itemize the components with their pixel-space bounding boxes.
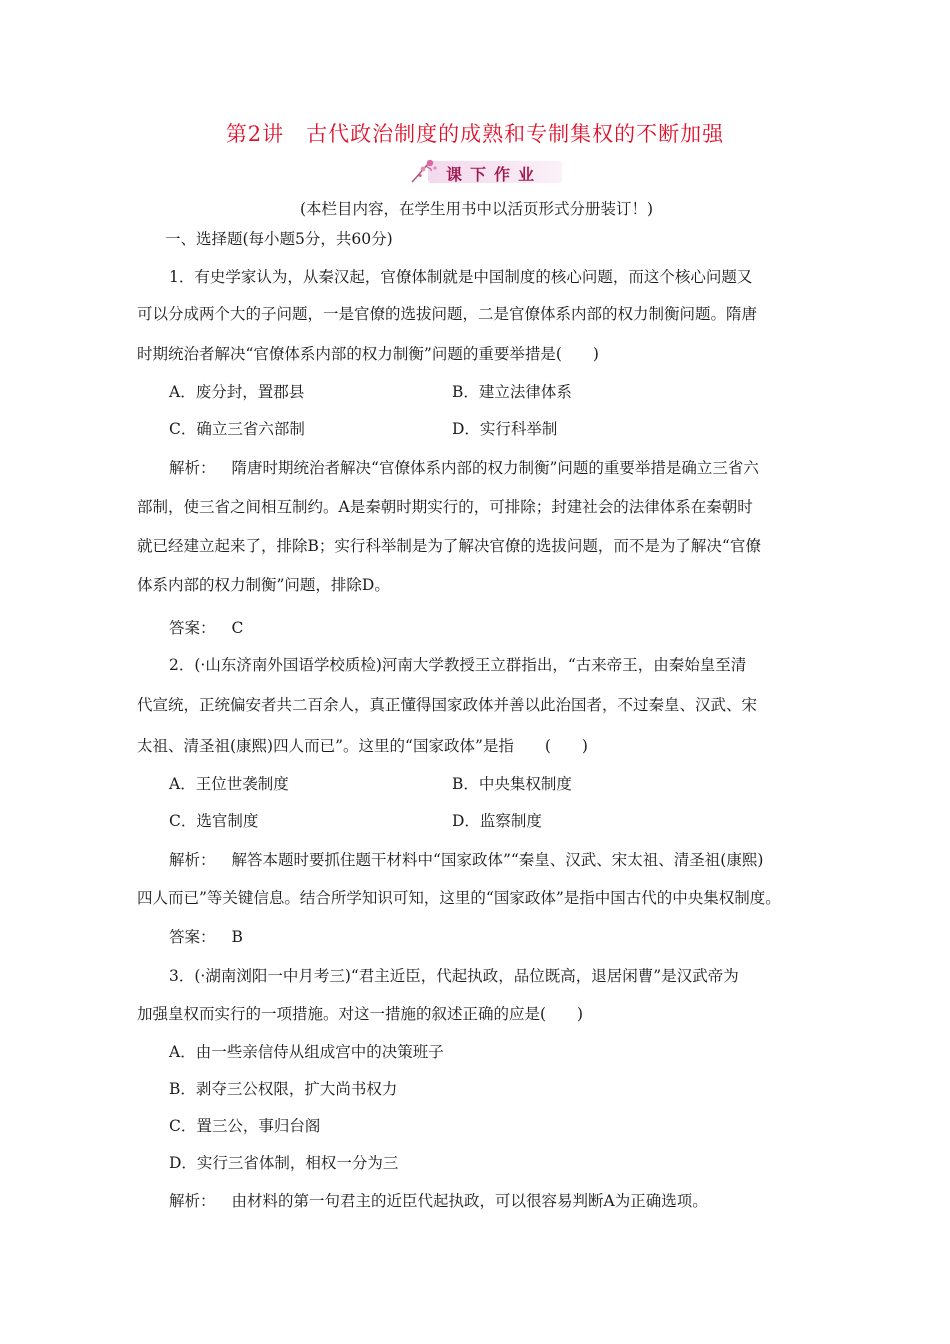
section-heading: 一、选择题(每小题5分，共60分) <box>165 230 393 248</box>
q2-analysis-line: 四人而已”等关键信息。结合所学知识可知，这里的“国家政体”是指中国古代的中央集权制度。 <box>137 889 781 907</box>
lecture-number: 第2讲 <box>225 122 285 146</box>
q3-option-b: B．剥夺三公权限，扩大尚书权力 <box>169 1080 398 1098</box>
q2-stem-line: 2．(·山东济南外国语学校质检)河南大学教授王立群指出，“古来帝王，由秦始皇至清 <box>169 656 747 674</box>
q3-analysis-line <box>169 1191 708 1211</box>
q3-option-a: A．由一些亲信侍从组成宫中的决策班子 <box>169 1043 444 1061</box>
q1-analysis-line: 就已经建立起来了，排除B；实行科举制是为了解决官僚的选拔问题，而不是为了解决“官僚 <box>137 537 761 555</box>
q2-answer <box>169 927 243 947</box>
q1-stem-line: 时期统治者解决“官僚体系内部的权力制衡”问题的重要举措是( ) <box>137 345 599 363</box>
analysis-label: 解析： <box>169 851 216 869</box>
q2-option-b: B．中央集权制度 <box>452 775 572 793</box>
q1-option-b: B．建立法律体系 <box>452 383 572 401</box>
q2-analysis-line <box>169 850 763 870</box>
q2-stem-line: 代宣统，正统偏安者共二百余人，真正懂得国家政体并善以此治国者，不过秦皇、汉武、宋 <box>137 696 758 714</box>
q3-stem-line: 3．(·湖南浏阳一中月考三)“君主近臣，代起执政，品位既高，退居闲曹”是汉武帝为 <box>169 967 739 985</box>
q2-option-d: D．监察制度 <box>452 812 542 830</box>
analysis-label: 解析： <box>169 459 216 477</box>
q1-option-a: A．废分封，置郡县 <box>169 383 305 401</box>
q3-stem-line: 加强皇权而实行的一项措施。对这一措施的叙述正确的应是( ) <box>137 1005 584 1023</box>
binding-note: (本栏目内容，在学生用书中以活页形式分册装订！) <box>300 200 654 218</box>
flower-icon <box>408 156 442 186</box>
answer-label: 答案： <box>169 928 216 946</box>
q1-analysis-line: 体系内部的权力制衡”问题，排除D。 <box>137 576 390 594</box>
analysis-text: 隋唐时期统治者解决“官僚体系内部的权力制衡”问题的重要举措是确立三省六 <box>231 459 759 477</box>
q1-analysis-line: 部制，使三省之间相互制约。A是秦朝时期实行的，可排除；封建社会的法律体系在秦朝时 <box>137 498 753 516</box>
banner-label: 课下作业 <box>446 165 543 184</box>
q3-option-d: D．实行三省体制，相权一分为三 <box>169 1154 399 1172</box>
q2-option-a: A．王位世袭制度 <box>169 775 289 793</box>
q1-option-d: D．实行科举制 <box>452 420 558 438</box>
answer-value: B <box>231 928 243 946</box>
q1-analysis-line <box>169 458 759 478</box>
analysis-label: 解析： <box>169 1192 216 1210</box>
homework-banner <box>408 156 564 186</box>
answer-value: C <box>231 619 244 637</box>
q1-option-c: C．确立三省六部制 <box>169 420 305 438</box>
analysis-text: 解答本题时要抓住题干材料中“国家政体”“秦皇、汉武、宋太祖、清圣祖(康熙) <box>231 851 764 869</box>
q2-option-c: C．选官制度 <box>169 812 259 830</box>
q1-stem-line: 可以分成两个大的子问题，一是官僚的选拔问题，二是官僚体系内部的权力制衡问题。隋唐 <box>137 305 758 323</box>
answer-label: 答案： <box>169 619 216 637</box>
q2-stem-line: 太祖、清圣祖(康熙)四人而已”。这里的“国家政体”是指 ( ) <box>137 737 588 755</box>
analysis-text: 由材料的第一句君主的近臣代起执政，可以很容易判断A为正确选项。 <box>231 1192 708 1210</box>
q3-option-c: C．置三公，事归台阁 <box>169 1117 321 1135</box>
lecture-title: 古代政治制度的成熟和专制集权的不断加强 <box>306 122 725 146</box>
q1-stem-line: 1．有史学家认为，从秦汉起，官僚体制就是中国制度的核心问题，而这个核心问题又 <box>169 268 753 286</box>
q1-answer <box>169 618 243 638</box>
page-title <box>0 118 950 148</box>
